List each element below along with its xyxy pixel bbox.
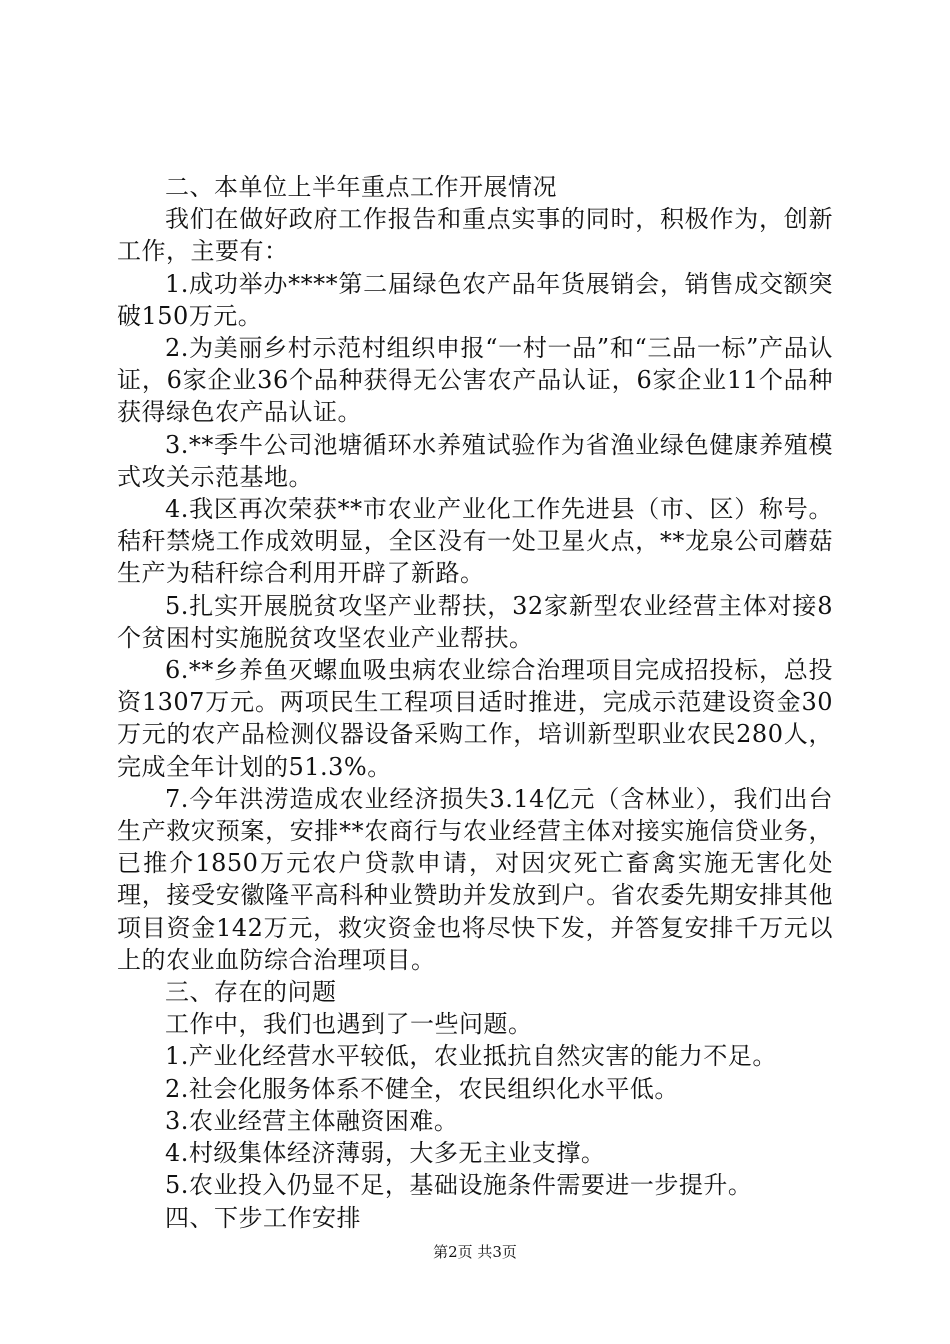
problem-item-3: 3.农业经营主体融资困难。	[165, 1106, 459, 1135]
work-item-3: 3.**季牛公司池塘循环水养殖试验作为省渔业绿色健康养殖模式攻关示范基地。	[117, 430, 833, 491]
work-item-5: 5.扎实开展脱贫攻坚产业帮扶，32家新型农业经营主体对接8个贫困村实施脱贫攻坚农业产业帮扶。	[117, 591, 833, 652]
problem-item-2: 2.社会化服务体系不健全，农民组织化水平低。	[165, 1074, 679, 1103]
problem-item-5: 5.农业投入仍显不足，基础设施条件需要进一步提升。	[165, 1171, 753, 1200]
problems-intro: 工作中，我们也遇到了一些问题。	[165, 1010, 533, 1039]
work-item-2: 2.为美丽乡村示范村组织申报“一村一品”和“三品一标”产品认证，6家企业36个品种获得无公害农产品认证，6家企业11个品种获得绿色农产品认证。	[117, 334, 833, 427]
page-number-footer: 第2页 共3页	[433, 1243, 517, 1261]
section-heading-4: 四、下步工作安排	[165, 1203, 361, 1232]
work-item-1: 1.成功举办****第二届绿色农产品年货展销会，销售成交额突破150万元。	[117, 269, 833, 330]
work-item-6: 6.**乡养鱼灭螺血吸虫病农业综合治理项目完成招投标，总投资1307万元。两项民生工程项目适时推进，完成示范建设资金30万元的农产品检测仪器设备采购工作，培训新型职业农民280人，完成全年计划的51.3%。	[117, 656, 833, 781]
work-item-4: 4.我区再次荣获**市农业产业化工作先进县（市、区）称号。秸秆禁烧工作成效明显，全区没有一处卫星火点，**龙泉公司蘑菇生产为秸秆综合利用开辟了新路。	[117, 495, 833, 588]
section-heading-2: 二、本单位上半年重点工作开展情况	[165, 173, 557, 201]
section-heading-3: 三、存在的问题	[165, 978, 337, 1007]
work-item-7: 7.今年洪涝造成农业经济损失3.14亿元（含林业），我们出台生产救灾预案，安排**农商行与农业经营主体对接实施信贷业务，已推介1850万元农户贷款申请，对因灾死亡畜禽实施无害化处理，接受安徽隆平高科种业赞助并发放到户。省农委先期安排其他项目资金142万元，救灾资金也将尽快下发，并答复安排千万元以上的农业血防综合治理项目。	[117, 784, 833, 974]
problem-item-4: 4.村级集体经济薄弱，大多无主业支撑。	[165, 1139, 606, 1168]
document-body	[117, 171, 833, 1234]
intro-paragraph: 我们在做好政府工作报告和重点实事的同时，积极作为，创新工作，主要有：	[117, 205, 833, 266]
problem-item-1: 1.产业化经营水平较低，农业抵抗自然灾害的能力不足。	[165, 1042, 777, 1071]
